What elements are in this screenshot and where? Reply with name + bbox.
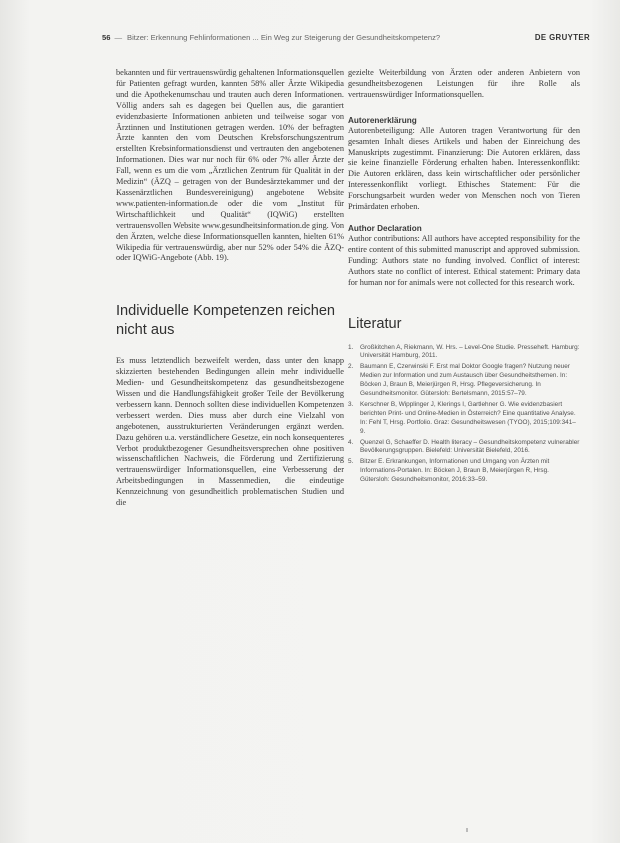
left-column (116, 68, 344, 509)
reference-item (348, 363, 580, 399)
publisher-name: DE GRUYTER (534, 32, 590, 42)
author-statement-heading: Autorenerklärung (348, 115, 417, 125)
author-declaration-text: Author contributions: All authors have accepted responsibility for the entire content of this submitted manuscript and approved submission. Funding: Authors state no funding involved. Conflict of interest: Authors state no conflict of interest. Ethical statement: Primary data for human nor for animals were not collected for this research work. (348, 233, 580, 287)
references-heading: Literatur (348, 315, 402, 332)
reference-item (348, 439, 580, 457)
reference-item (348, 458, 580, 485)
reference-item (348, 344, 580, 362)
running-title: Bitzer: Erkennung Fehlinformationen ... Ein Weg zur Steigerung der Gesundheitskompetenz? (127, 32, 441, 42)
reference-list (348, 344, 580, 486)
running-header (102, 30, 590, 44)
author-declaration-heading: Author Declaration (348, 223, 422, 233)
reference-text: Großkitchen A, Riekmann, W. Hrs. – Level-One Studie. Presseheft. Hamburg: Universität Hamburg, 2011. (360, 343, 580, 360)
reference-number: 4. (348, 438, 354, 446)
reference-number: 3. (348, 400, 354, 408)
body-paragraph: gezielte Weiterbildung von Ärzten oder anderen Anbietern von gesundheitsbezogenen Leistungen für ihre Rolle als vertrauenswürdiger Informationsquellen. (348, 68, 580, 99)
reference-text: Baumann E, Czerwinski F. Erst mal Doktor Google fragen? Nutzung neuer Medien zur Information und zum Austausch über Gesundheitsthemen. In: Böcken J, Braun B, Meierjürgen R, Hrsg. Pflegeversicherung. In Gesundheitsmonitor. Gütersloh: Bertelsmann, 2015:57–79. (360, 363, 570, 398)
reference-number: 1. (348, 343, 354, 351)
reference-item (348, 401, 580, 437)
header-separator: — (114, 32, 123, 42)
scan-artifact (466, 828, 468, 832)
page-number: 56 (102, 32, 111, 42)
author-statement-text: Autorenbeteiligung: Alle Autoren tragen Verantwortung für den gesamten Inhalt dieses Artikels und haben der Einreichung des Manuskripts zugestimmt. Finanzierung: Die Autoren erklären, dass sie keine finanzielle Förderung erhalten haben. Interessenkonflikt: Die Autoren erklären, dass kein wirtschaftlicher oder persönlicher Interessenkonflikt vorliegt. Ethisches Statement: Für die Forschungsarbeit wurden weder von Menschen noch von Tieren Primärdaten erhoben. (348, 125, 580, 212)
reference-text: Kerschner B, Wipplinger J, Klerings I, Gartlehner G. Wie evidenzbasiert berichten Print- und Online-Medien in Österreich? Eine quantitative Analyse. In: Fehl T, Hrsg. Portfolio. Graz: Gesundheitswesen (TYOO), 2015;109:341–9. (360, 400, 576, 435)
reference-text: Bitzer E. Erkrankungen, Informationen und Umgang von Ärzten mit Informations-Portalen. In: Böcken J, Braun B, Meierjürgen R, Hrsg. Gütersloh: Gesundheitsmonitor, 2016:33–59. (360, 458, 550, 484)
reference-number: 5. (348, 458, 354, 466)
reference-number: 2. (348, 363, 354, 371)
body-paragraph: bekannten und für vertrauenswürdig gehaltenen Informationsquellen für Patienten gefragt wurden, kannten 58% aller Ärzte Wikipedia und die Apothekenumschau und trauten auch deren Informationen. Völlig anders sah es dagegen bei Quellen aus, die garantiert evidenzbasierte Informationen anbieten und teilweise sogar von Ärztinnen und Institutionen getragen werden. 10% der befragten Ärzte kannten den vom Deutschen Krebsforschungszentrum erstellten Krebsinformationsdienst und vertrauten den angebotenen Informationen. Dies war nur noch für 6% oder 7% aller Ärzte der Fall, wenn es um die vom „Ärztlichen Zentrum für Qualität in der Medizin“ (ÄZQ – getragen von der Bundesärztekammer und der Kassenärztlichen Bundesvereinigung) angebotene Website www.patienten-information.de oder die vom „Institut für Wirtschaftlichkeit und Qualität“ (IQWiG) erstellten vertrauensvollen Website www.gesundheitsinformation.de ging. Von den Ärzten, welche diese Informationsquellen kannten, hielten 61% Wikipedia für vertrauenswürdig, aber nur 52% oder 54% die ÄZQ- oder IQWiG-Angebote (Abb. 19). (116, 68, 344, 263)
body-paragraph: Es muss letztendlich bezweifelt werden, dass unter den knapp skizzierten bestehenden Bedingungen allein mehr individuelle Medien- und Gesundheitskompetenz das gesundheitsbezogene Wissen und die Handlungsfähigkeit großer Teile der Bevölkerung verbessern kann. Dennoch sollten diese individuellen Kompetenzen verbessert werden. Dies muss aber durch eine Vielzahl von angebotenen, ausstrukturierten Veränderungen ergänzt werden. Dazu gehören u.a. verständlichere Gesetze, ein noch konsequenteres Verbot produktbezogener Gesundheitsversprechen ohne positiven wissenschaftlichen Nachweis, die Förderung und Zertifizierung vertrauenswürdiger Informationsquellen, eine Verbesserung der Arbeitsbedingungen in Massenmedien, die eindeutige Kennzeichnung von gesundheitlich problematischen Studien und die (116, 356, 344, 508)
reference-text: Quenzel G, Schaeffer D. Health literacy – Gesundheitskompetenz vulnerabler Bevölkerungsgruppen. Bielefeld: Universität Bielefeld, 2016. (360, 438, 580, 455)
section-heading: Individuelle Kompetenzen reichen nicht aus (116, 303, 336, 339)
right-column (348, 68, 580, 487)
